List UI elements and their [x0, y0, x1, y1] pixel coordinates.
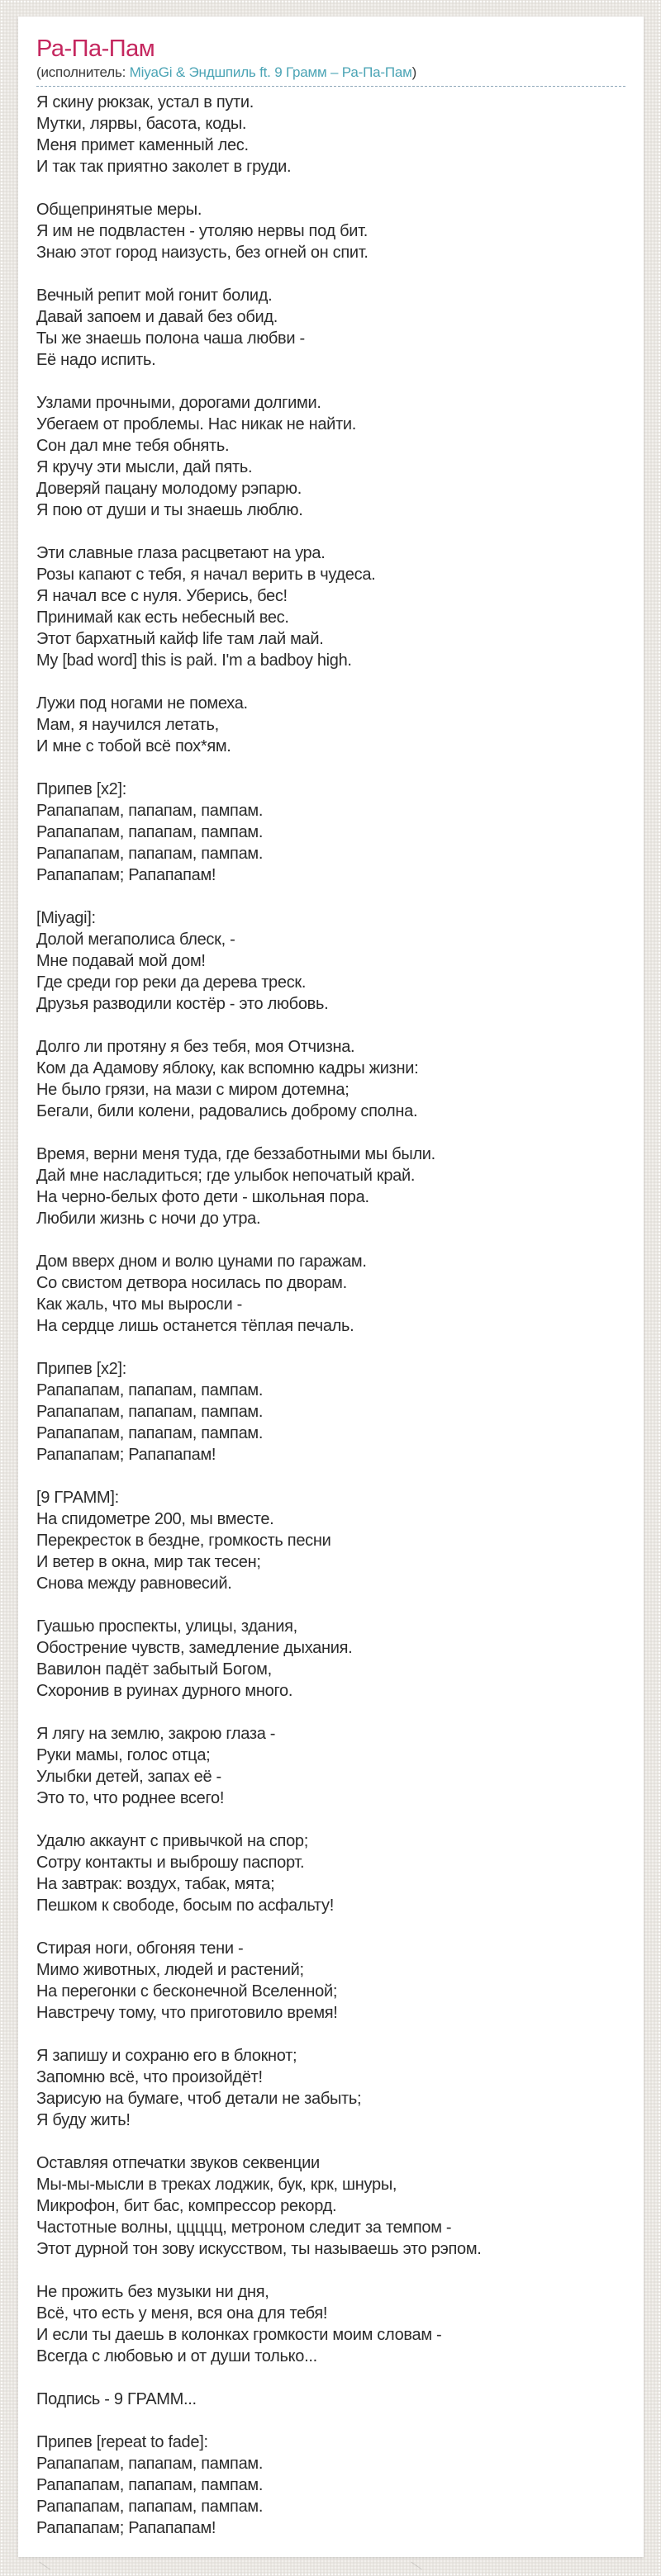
lyric-line: Со свистом детвора носилась по дворам. [36, 1274, 347, 1292]
lyric-line: Её надо испить. [36, 351, 156, 369]
stanza [36, 1358, 625, 1466]
lyric-line: Розы капают с тебя, я начал верить в чудеса. [36, 566, 376, 584]
lyric-line: Подпись - 9 ГРАММ... [36, 2390, 197, 2408]
lyric-line: Сон дал мне тебя обнять. [36, 437, 230, 455]
lyric-line: Мутки, лярвы, басота, коды. [36, 115, 247, 133]
lyric-line: Знаю этот город наизусть, без огней он спит. [36, 244, 369, 262]
lyric-line: Мимо животных, людей и растений; [36, 1961, 304, 1979]
stanza [36, 1616, 625, 1702]
lyric-line: Меня примет каменный лес. [36, 136, 249, 154]
stanza [36, 1938, 625, 2024]
lyric-line: Я кручу эти мысли, дай пять. [36, 458, 253, 476]
lyric-line: Всегда с любовью и от души только... [36, 2347, 317, 2365]
lyric-line: Схоронив в руинах дурного много. [36, 1682, 293, 1700]
lyric-line: И так так приятно заколет в груди. [36, 158, 292, 176]
lyric-line: Этот дурной тон зову искусством, ты называешь это рэпом. [36, 2240, 482, 2258]
lyric-line: Давай запоем и давай без обид. [36, 308, 278, 326]
stanza [36, 392, 625, 521]
lyric-line: Запомню всё, что произойдёт! [36, 2068, 263, 2086]
stanza [36, 2045, 625, 2131]
lyric-line: Рапапапам; Рапапапам! [36, 866, 216, 884]
lyric-line: Ком да Адамову яблоку, как вспомню кадры жизни: [36, 1059, 419, 1077]
lyric-line: И ветер в окна, мир так тесен; [36, 1553, 261, 1571]
lyric-line: Я пою от души и ты знаешь люблю. [36, 501, 303, 519]
lyric-line: Общепринятые меры. [36, 201, 202, 219]
stanza [36, 779, 625, 886]
lyric-line: Припев [repeat to fade]: [36, 2433, 208, 2451]
lyric-line: Я начал все с нуля. Уберись, бес! [36, 587, 288, 605]
lyric-line: На спидометре 200, мы вместе. [36, 1510, 274, 1528]
lyric-line: На черно-белых фото дети - школьная пора. [36, 1188, 369, 1206]
lyric-line: Рапапапам, папапам, пампам. [36, 2455, 264, 2473]
lyric-line: Узлами прочными, дорогами долгими. [36, 394, 321, 412]
lyric-line: Я запишу и сохраню его в блокнот; [36, 2047, 297, 2065]
stanza [36, 1830, 625, 1916]
stanza [36, 2152, 625, 2260]
stanza [36, 92, 625, 178]
lyric-line: Микрофон, бит бас, компрессор рекорд. [36, 2197, 337, 2215]
subtitle-suffix: ) [411, 64, 417, 80]
lyric-line: Перекресток в бездне, громкость песни [36, 1532, 331, 1550]
lyric-line: Этот бархатный кайф life там лай май. [36, 630, 324, 648]
lyric-line: Доверяй пацану молодому рэпарю. [36, 480, 302, 498]
lyric-line: На перегонки с бесконечной Вселенной; [36, 1982, 338, 2001]
page-title: Ра-Па-Пам [36, 36, 155, 62]
lyric-line: Вавилон падёт забытый Богом, [36, 1660, 272, 1679]
lyric-line: Всё, что есть у меня, вся она для тебя! [36, 2304, 328, 2323]
subtitle-prefix: (исполнитель: [36, 64, 130, 80]
lyric-line: Стирая ноги, обгоняя тени - [36, 1939, 244, 1958]
lyric-line: Рапапапам, папапам, пампам. [36, 823, 264, 841]
lyric-line: Как жаль, что мы выросли - [36, 1295, 243, 1314]
lyric-line: Не было грязи, на мази с миром дотемна; [36, 1081, 350, 1099]
lyric-line: Время, верни меня туда, где беззаботными мы были. [36, 1145, 435, 1163]
lyric-line: И мне с тобой всё пох*ям. [36, 737, 231, 755]
lyric-line: Я им не подвластен - утоляю нервы под бит. [36, 222, 369, 240]
lyric-line: Не прожить без музыки ни дня, [36, 2283, 269, 2301]
lyric-line: Припев [x2]: [36, 1360, 126, 1378]
lyric-line: Рапапапам, папапам, пампам. [36, 802, 264, 820]
lyric-line: Навстречу тому, что приготовило время! [36, 2004, 338, 2022]
stanza [36, 1144, 625, 1229]
lyric-line: Гуашью проспекты, улицы, здания, [36, 1617, 297, 1636]
lyric-line: Припев [x2]: [36, 780, 126, 798]
stanza [36, 542, 625, 671]
stanza [36, 2389, 625, 2410]
lyric-line: На завтрак: воздух, табак, мята; [36, 1875, 275, 1893]
stanza [36, 693, 625, 757]
lyric-line: Мы-мы-мысли в треках лоджик, бук, крк, шнуры, [36, 2176, 397, 2194]
lyric-line: Дай мне насладиться; где улыбок непочатый край. [36, 1167, 416, 1185]
lyric-line: Руки мамы, голос отца; [36, 1746, 211, 1764]
lyric-line: Улыбки детей, запах её - [36, 1768, 221, 1786]
lyric-line: Мам, я научился летать, [36, 716, 219, 734]
lyric-line: Дом вверх дном и волю цунами по гаражам. [36, 1252, 367, 1271]
lyric-line: Долго ли протяну я без тебя, моя Отчизна. [36, 1038, 355, 1056]
stanza [36, 1487, 625, 1594]
lyric-line: Любили жизнь с ночи до утра. [36, 1210, 261, 1228]
lyric-line: Сотру контакты и выброшу паспорт. [36, 1854, 305, 1872]
lyric-line: Пешком к свободе, босым по асфальту! [36, 1896, 334, 1915]
lyric-line: Рапапапам, папапам, пампам. [36, 1424, 264, 1442]
lyric-line: Убегаем от проблемы. Нас никак не найти. [36, 415, 357, 433]
lyric-line: Принимай как есть небесный вес. [36, 608, 289, 627]
lyric-line: Лужи под ногами не помеха. [36, 694, 248, 713]
lyric-line: Зарисую на бумаге, чтоб детали не забыть; [36, 2090, 362, 2108]
lyric-line: [9 ГРАММ]: [36, 1489, 119, 1507]
lyric-line: Я лягу на землю, закрою глаза - [36, 1725, 276, 1743]
lyric-line: Рапапапам, папапам, пампам. [36, 2498, 264, 2516]
lyric-line: My [bad word] this is рай. I'm a badboy high. [36, 651, 352, 670]
artist-subtitle [36, 64, 625, 87]
lyric-line: Рапапапам, папапам, пампам. [36, 2476, 264, 2494]
lyrics [36, 92, 625, 2539]
lyric-line: Рапапапам; Рапапапам! [36, 1446, 216, 1464]
stanza [36, 1036, 625, 1122]
lyric-line: На сердце лишь останется тёплая печаль. [36, 1317, 354, 1335]
lyric-line: Я буду жить! [36, 2111, 131, 2129]
lyric-line: Это то, что роднее всего! [36, 1789, 225, 1807]
lyric-line: Рапапапам, папапам, пампам. [36, 845, 264, 863]
fold-mark [411, 2562, 422, 2570]
lyric-line: Долой мегаполиса блеск, - [36, 930, 235, 949]
stanza [36, 1251, 625, 1337]
lyric-line: Снова между равновесий. [36, 1574, 232, 1593]
lyric-line: Рапапапам, папапам, пампам. [36, 1381, 264, 1399]
lyric-line: Рапапапам, папапам, пампам. [36, 1403, 264, 1421]
stanza [36, 285, 625, 371]
lyric-line: Мне подавай мой дом! [36, 952, 206, 970]
lyric-line: Где среди гор реки да дерева треск. [36, 973, 307, 992]
lyric-line: Эти славные глаза расцветают на ура. [36, 544, 326, 562]
lyrics-card [18, 17, 644, 2557]
artist-link[interactable]: MiyaGi & Эндшпиль ft. 9 Грамм – Ра-Па-Пам [129, 64, 412, 80]
stanza [36, 1723, 625, 1809]
lyric-line: И если ты даешь в колонках громкости моим словам - [36, 2326, 442, 2344]
lyric-line: Обострение чувств, замедление дыхания. [36, 1639, 353, 1657]
lyric-line: Друзья разводили костёр - это любовь. [36, 995, 329, 1013]
lyric-line: Я скину рюкзак, устал в пути. [36, 93, 254, 111]
fold-mark [39, 2562, 50, 2570]
lyric-line: Оставляя отпечатки звуков секвенции [36, 2154, 320, 2172]
lyric-line: Частотные волны, ццццц, метроном следит за темпом - [36, 2218, 452, 2237]
stanza [36, 2281, 625, 2367]
lyric-line: Бегали, били колени, радовались доброму сполна. [36, 1102, 418, 1120]
stanza [36, 2432, 625, 2539]
lyric-line: Рапапапам; Рапапапам! [36, 2519, 216, 2537]
lyric-line: [Miyagi]: [36, 909, 96, 927]
lyric-line: Вечный репит мой гонит болид. [36, 286, 273, 305]
lyric-line: Удалю аккаунт с привычкой на спор; [36, 1832, 308, 1850]
stanza [36, 907, 625, 1015]
lyric-line: Ты же знаешь полона чаша любви - [36, 329, 305, 348]
stanza [36, 199, 625, 263]
